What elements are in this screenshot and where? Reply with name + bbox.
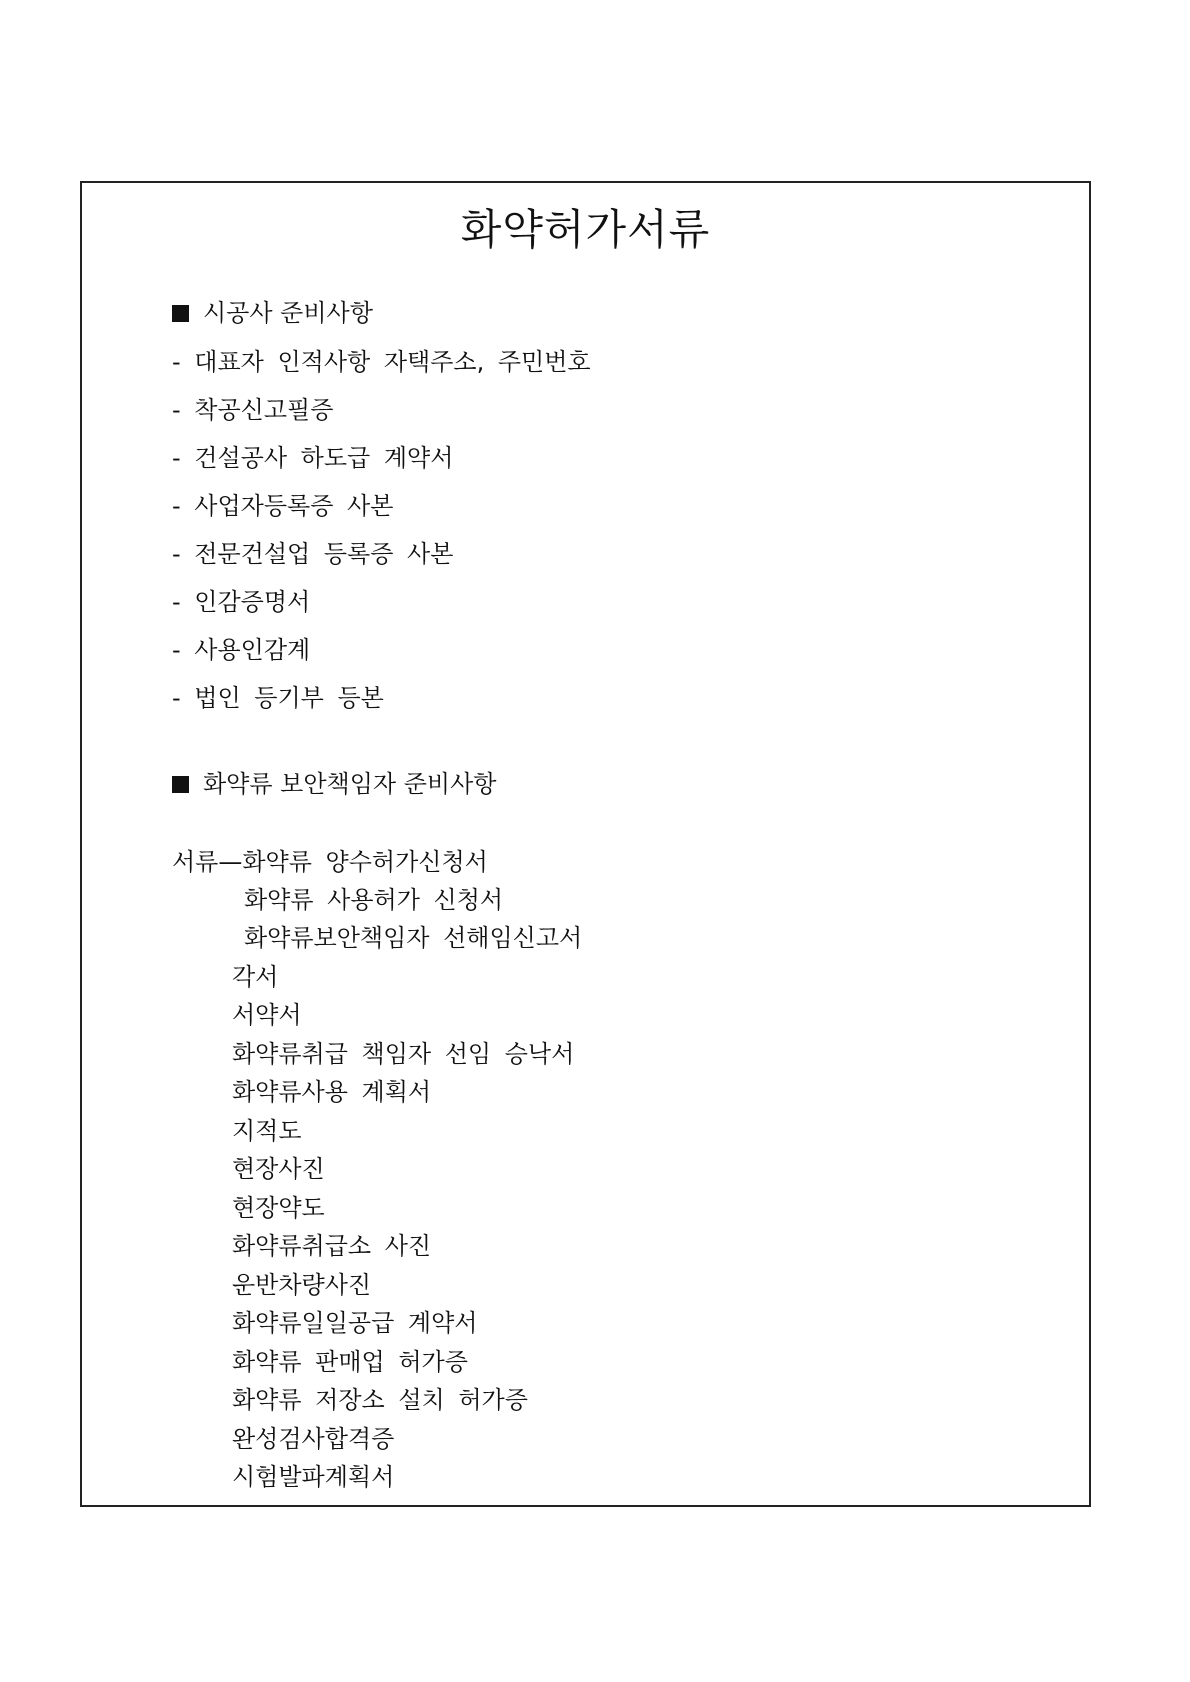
list-item: 운반차량사진 — [232, 1271, 372, 1299]
list-item: 화약류취급 책임자 선임 승낙서 — [232, 1040, 575, 1068]
document-title: 화약허가서류 — [460, 205, 711, 254]
list-item: 완성검사합격증 — [232, 1425, 395, 1453]
list-item: 서약서 — [232, 1001, 302, 1029]
list-item: 화약류보안책임자 선해임신고서 — [244, 924, 583, 952]
list-item: 지적도 — [232, 1117, 302, 1145]
list-item: - 대표자 인적사항 자택주소, 주민번호 — [172, 348, 591, 376]
list-item: 화약류 사용허가 신청서 — [244, 886, 504, 914]
list-item: 현장사진 — [232, 1155, 325, 1183]
list-item: - 착공신고필증 — [172, 396, 334, 424]
list-item: 화약류취급소 사진 — [232, 1232, 432, 1260]
list-item: - 인감증명서 — [172, 588, 311, 616]
square-bullet-icon — [172, 305, 189, 322]
section-heading-label: 시공사 준비사항 — [203, 299, 373, 327]
list-item: 화약류사용 계획서 — [232, 1078, 432, 1106]
list-item: 각서 — [232, 963, 279, 991]
document-frame — [80, 181, 1091, 1507]
list-item: - 법인 등기부 등본 — [172, 684, 384, 712]
section-heading-label: 화약류 보안책임자 준비사항 — [203, 770, 497, 798]
documents-lead-line: 서류—화약류 양수허가신청서 — [172, 848, 488, 876]
list-item: 화약류 저장소 설치 허가증 — [232, 1386, 528, 1414]
list-item: 시험발파계획서 — [232, 1463, 395, 1491]
list-item: - 사업자등록증 사본 — [172, 492, 394, 520]
list-item: - 사용인감계 — [172, 636, 311, 664]
section-heading-security-officer — [172, 764, 496, 799]
list-item: 화약류 판매업 허가증 — [232, 1348, 468, 1376]
list-item: 현장약도 — [232, 1194, 325, 1222]
square-bullet-icon — [172, 776, 189, 793]
section-heading-contractor — [172, 293, 373, 328]
list-item: 화약류일일공급 계약서 — [232, 1309, 478, 1337]
list-item: - 전문건설업 등록증 사본 — [172, 540, 454, 568]
list-item: - 건설공사 하도급 계약서 — [172, 444, 454, 472]
